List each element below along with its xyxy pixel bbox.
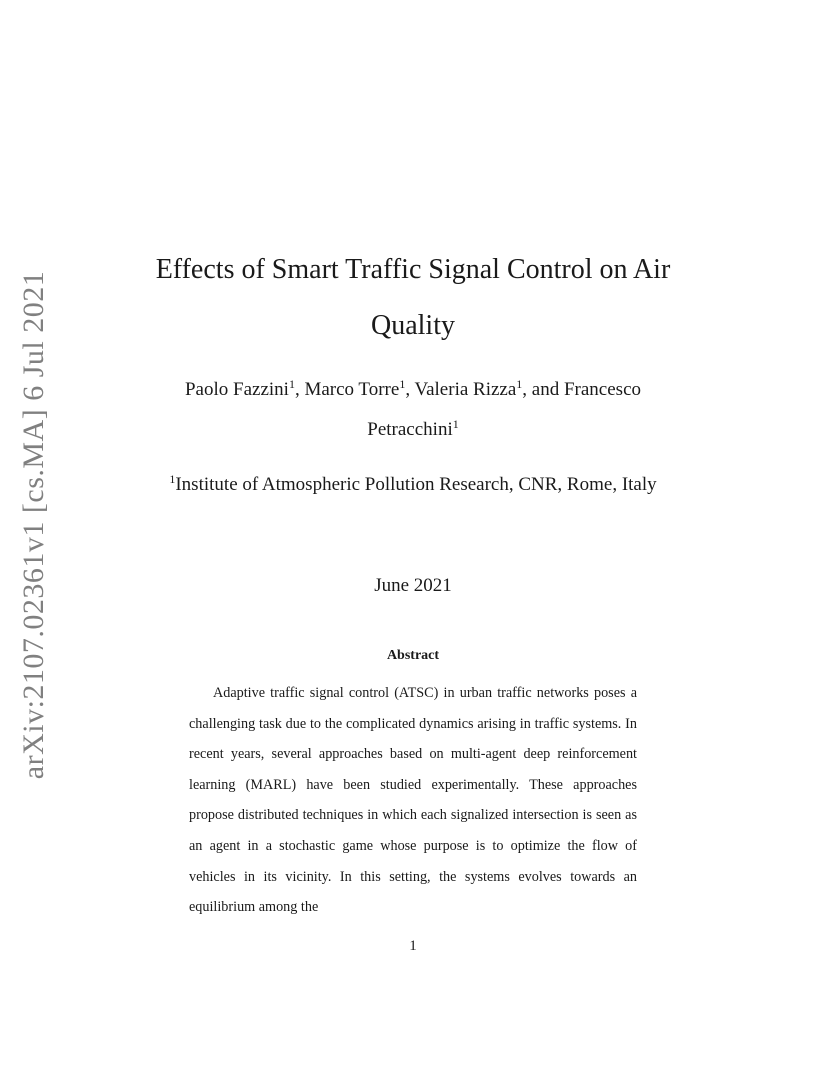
paper-title: Effects of Smart Traffic Signal Control on Air Quality xyxy=(155,254,671,341)
author: Marco Torre$^1$ xyxy=(304,377,406,400)
author: Francesco Petracchini$^1$ xyxy=(367,379,642,440)
affiliation-marker: 1 xyxy=(169,472,176,486)
affiliation-text: Institute of Atmospheric Pollution Research, CNR, Rome, Italy xyxy=(175,474,657,495)
abstract-heading: Abstract xyxy=(386,648,440,663)
affiliation xyxy=(150,465,676,505)
arxiv-identifier-text: arXiv:2107.02361v1 [cs.MA] 6 Jul 2021 xyxy=(17,270,50,780)
page-number: 1 xyxy=(409,938,417,954)
author-list: Paolo Fazzini$^1$, Marco Torre$^1$, Valeria Rizza$^1$, and Francesco Petracchini$^1$ xyxy=(184,377,642,440)
author: Paolo Fazzini$^1$ xyxy=(184,377,295,400)
author: Valeria Rizza$^1$ xyxy=(414,377,523,400)
abstract-text: Adaptive traffic signal control (ATSC) in urban traffic networks poses a challenging task due to the complicated dynamics arising in traffic systems. In recent years, several approaches based on multi-agent deep reinforcement learning (MARL) have been studied experimentally. These approaches propose distributed techniques in which each signalized intersection is seen as an agent in a stochastic game whose purpose is to optimize the flow of vehicles in its vicinity. In this setting, the systems evolves towards an equilibrium among the xyxy=(189,685,637,916)
arxiv-identifier-stamp xyxy=(6,270,62,780)
publication-date: June 2021 xyxy=(374,575,452,596)
